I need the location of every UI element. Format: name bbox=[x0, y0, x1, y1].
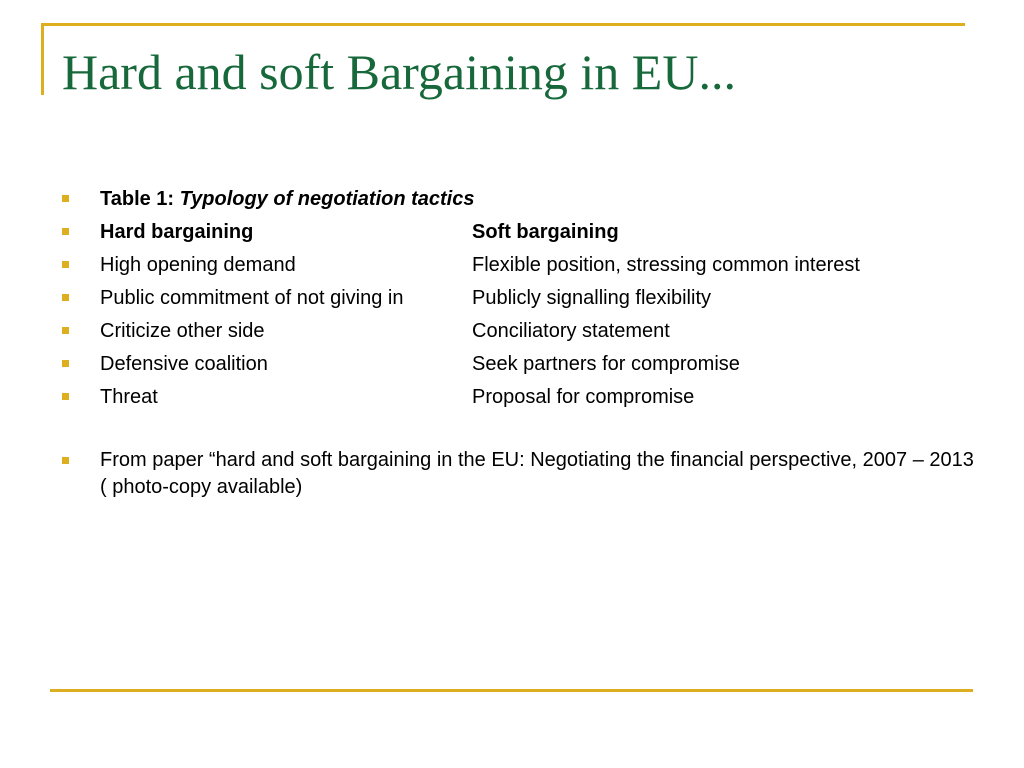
source-note bbox=[60, 447, 980, 501]
square-bullet-icon bbox=[62, 360, 69, 367]
table-row bbox=[60, 348, 980, 381]
hard-tactic: Public commitment of not giving in bbox=[100, 287, 404, 309]
table-row bbox=[60, 282, 980, 315]
header-soft-bargaining: Soft bargaining bbox=[472, 221, 619, 243]
bullet-list bbox=[60, 183, 980, 501]
soft-tactic: Publicly signalling flexibility bbox=[472, 287, 711, 309]
source-note-text: From paper “hard and soft bargaining in the EU: Negotiating the financial perspective, 2007 – 2013 ( photo-copy available) bbox=[100, 449, 974, 498]
caption-label: Table 1: bbox=[100, 188, 180, 210]
top-border-line bbox=[41, 23, 965, 26]
table-row bbox=[60, 315, 980, 348]
soft-tactic: Proposal for compromise bbox=[472, 386, 695, 408]
square-bullet-icon bbox=[62, 228, 69, 235]
caption-text: Typology of negotiation tactics bbox=[179, 188, 475, 210]
left-border-line bbox=[41, 23, 44, 95]
bottom-border-line bbox=[50, 689, 973, 692]
hard-tactic: Criticize other side bbox=[100, 320, 265, 342]
soft-tactic: Seek partners for compromise bbox=[472, 353, 740, 375]
square-bullet-icon bbox=[62, 195, 69, 202]
soft-tactic: Flexible position, stressing common interest bbox=[472, 254, 860, 276]
table-row bbox=[60, 381, 980, 414]
square-bullet-icon bbox=[62, 327, 69, 334]
square-bullet-icon bbox=[62, 261, 69, 268]
square-bullet-icon bbox=[62, 393, 69, 400]
table-caption bbox=[60, 183, 980, 216]
table-row bbox=[60, 249, 980, 282]
table-header-row bbox=[60, 216, 980, 249]
soft-tactic: Conciliatory statement bbox=[472, 320, 670, 342]
hard-tactic: Threat bbox=[100, 386, 158, 408]
slide-title: Hard and soft Bargaining in EU... bbox=[62, 44, 736, 100]
square-bullet-icon bbox=[62, 294, 69, 301]
square-bullet-icon bbox=[62, 457, 69, 464]
hard-tactic: Defensive coalition bbox=[100, 353, 268, 375]
hard-tactic: High opening demand bbox=[100, 254, 296, 276]
header-hard-bargaining: Hard bargaining bbox=[100, 221, 254, 243]
